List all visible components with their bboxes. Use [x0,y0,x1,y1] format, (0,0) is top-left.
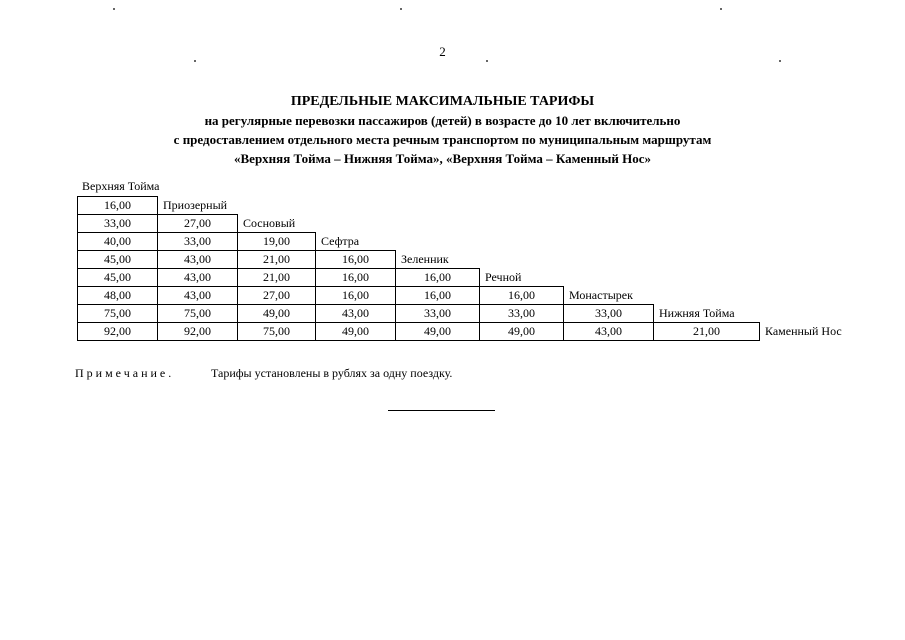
fare-cell: 16,00 [316,269,396,287]
fare-cell: 92,00 [158,323,238,341]
stop-label: Речной [485,269,522,284]
closing-rule [388,410,495,411]
stop-label: Приозерный [163,197,228,212]
fare-table [77,196,850,341]
heading-line-3: с предоставлением отдельного места речным транспортом по муниципальным маршрутам [173,132,712,147]
fare-cell: 49,00 [480,323,564,341]
fare-cell: 75,00 [238,323,316,341]
fare-cell: 27,00 [158,215,238,233]
note [75,366,453,381]
fare-cell: 43,00 [158,269,238,287]
stop-label: Сефтра [321,233,360,248]
fare-cell: 43,00 [158,287,238,305]
fare-cell: 16,00 [480,287,564,305]
fare-cell: 21,00 [654,323,760,341]
fare-cell: 16,00 [396,287,480,305]
fare-cell: 43,00 [158,251,238,269]
scan-speck [486,60,488,62]
fare-cell: 75,00 [78,305,158,323]
fare-cell: 49,00 [396,323,480,341]
fare-cell: 33,00 [396,305,480,323]
table-row [78,305,850,323]
fare-cell: 43,00 [316,305,396,323]
heading-line-4: «Верхняя Тойма – Нижняя Тойма», «Верхняя Тойма – Каменный Нос» [234,151,651,166]
fare-cell: 16,00 [316,287,396,305]
fare-cell: 92,00 [78,323,158,341]
fare-cell: 43,00 [564,323,654,341]
scan-speck [113,8,115,10]
table-row [78,233,850,251]
document-heading [0,92,885,168]
fare-cell: 33,00 [480,305,564,323]
stop-label: Нижняя Тойма [659,305,735,320]
table-row [78,323,850,341]
fare-cell: 19,00 [238,233,316,251]
stop-label: Зеленник [401,251,449,266]
fare-cell: 21,00 [238,269,316,287]
origin-stop-label: Верхняя Тойма [82,179,160,193]
stop-label: Монастырек [569,287,633,302]
fare-cell: 16,00 [78,197,158,215]
fare-cell: 45,00 [78,251,158,269]
scan-speck [779,60,781,62]
scan-speck [400,8,402,10]
note-label: Примечание. [75,366,175,380]
fare-cell: 75,00 [158,305,238,323]
note-text: Тарифы установлены в рублях за одну поездку. [211,366,453,380]
page-number: 2 [439,44,446,59]
fare-cell: 49,00 [238,305,316,323]
fare-cell: 21,00 [238,251,316,269]
fare-cell: 49,00 [316,323,396,341]
stop-label: Сосновый [243,215,296,230]
scan-speck [720,8,722,10]
table-row [78,215,850,233]
scan-speck [194,60,196,62]
table-row [78,269,850,287]
stop-label: Каменный Нос [765,324,842,338]
fare-cell: 33,00 [564,305,654,323]
fare-cell: 27,00 [238,287,316,305]
heading-line-2: на регулярные перевозки пассажиров (детей) в возрасте до 10 лет включительно [204,113,681,128]
fare-cell: 16,00 [396,269,480,287]
table-row [78,287,850,305]
fare-cell: 48,00 [78,287,158,305]
fare-cell: 45,00 [78,269,158,287]
fare-cell: 33,00 [158,233,238,251]
table-row [78,197,850,215]
fare-cell: 16,00 [316,251,396,269]
fare-cell: 33,00 [78,215,158,233]
table-row [78,251,850,269]
heading-title: ПРЕДЕЛЬНЫЕ МАКСИМАЛЬНЫЕ ТАРИФЫ [290,94,595,109]
fare-cell: 40,00 [78,233,158,251]
